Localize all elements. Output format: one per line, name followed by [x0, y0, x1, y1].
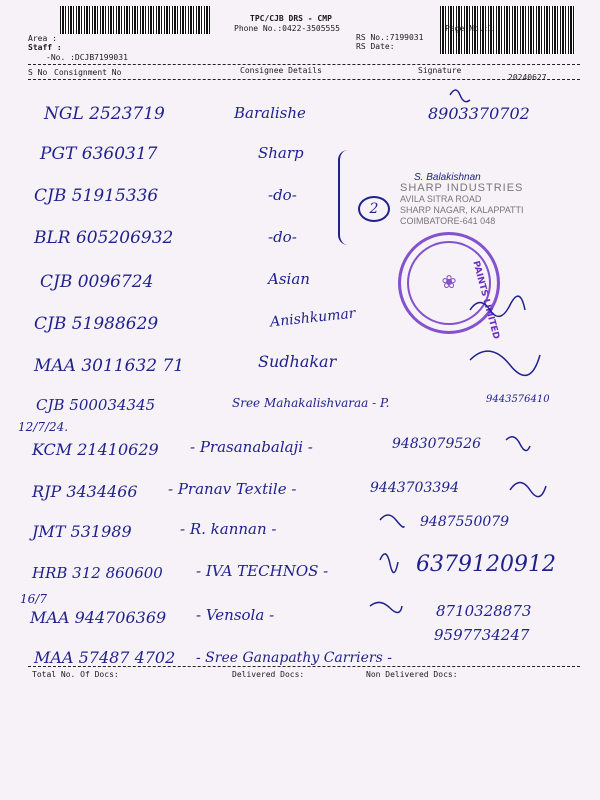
sharp-industries-stamp	[400, 172, 524, 227]
footer-total-docs: Total No. Of Docs:	[32, 670, 119, 679]
barcode-left	[60, 6, 210, 34]
col-signature: Signature	[418, 66, 462, 75]
row-1-phone: 8903370702	[428, 104, 530, 123]
stamp-text: PAINTS LIMITED	[470, 260, 501, 341]
stamp-signee: S. Balakishnan	[414, 172, 481, 183]
signature-row-1	[450, 90, 470, 102]
row-8-phone: 9443576410	[486, 394, 550, 405]
row-14-consignment: MAA 57487 4702	[34, 648, 176, 667]
header-phone: Phone No.:0422-3505555	[234, 24, 340, 33]
footer-delivered-docs: Delivered Docs:	[232, 670, 305, 679]
row-10-consignee: - Pranav Textile -	[168, 480, 297, 498]
row-2-consignee: Sharp	[258, 144, 304, 162]
row-8-consignment: CJB 500034345	[36, 396, 156, 414]
row-4-consignment: BLR 605206932	[34, 228, 174, 248]
header-rs-date: RS Date:	[356, 42, 395, 51]
row-9-consignee: - Prasanabalaji -	[190, 438, 313, 456]
header-rs-no: RS No.:7199031	[356, 33, 424, 42]
stamp-line1: AVILA SITRA ROAD	[400, 194, 482, 204]
row-6-consignment: CJB 51988629	[34, 314, 159, 334]
row-14-consignee: - Sree Ganapathy Carriers -	[196, 650, 392, 666]
row-11-consignee: - R. kannan -	[180, 520, 277, 538]
row-11-phone: 9487550079	[420, 514, 510, 530]
signature-row-7	[470, 351, 540, 375]
stamp-logo: ❀	[441, 272, 457, 293]
row-13-consignee: - Vensola -	[196, 606, 275, 624]
signature-row-9	[506, 437, 530, 451]
row-5-consignee: Asian	[268, 270, 310, 288]
row-4-consignee: -do-	[268, 228, 297, 246]
signature-row-10	[510, 483, 546, 497]
signature-row-12	[380, 554, 398, 573]
row-10-consignment: RJP 3434466	[32, 482, 138, 501]
row-12-consignee: - IVA TECHNOS -	[196, 562, 329, 580]
header-staff: Staff :	[28, 43, 62, 52]
grouping-brace	[338, 150, 360, 245]
row-7-consignee: Sudhakar	[258, 352, 337, 371]
row-6-consignee: Anishkumar	[269, 305, 357, 331]
date-first: 12/7/24.	[18, 420, 69, 434]
stamp-line2: SHARP NAGAR, KALAPPATTI	[400, 205, 524, 215]
col-consignment: Consignment No	[54, 68, 122, 77]
header-title: TPC/CJB DRS - CMP	[250, 14, 332, 23]
header-page: Page No.:1	[445, 24, 494, 33]
row-11-consignment: JMT 531989	[32, 522, 132, 541]
row-13-phone: 8710328873	[436, 602, 532, 620]
row-2-consignment: PGT 6360317	[40, 144, 158, 164]
stamp-line3: COIMBATORE-641 048	[400, 216, 496, 226]
signature-row-13	[370, 602, 402, 612]
row-8-consignee: Sree Mahakalishvaraa - P.	[232, 396, 390, 410]
header-area: Area :	[28, 34, 57, 43]
col-sno: S No	[28, 68, 48, 77]
col-consignee: Consignee Details	[240, 66, 322, 75]
row-1-consignee: Baralishe	[234, 104, 306, 122]
row-9-phone: 9483079526	[392, 436, 482, 452]
row-12-phone: 6379120912	[416, 552, 556, 577]
row-7-consignment: MAA 3011632 71	[34, 356, 185, 376]
footer-rule	[28, 666, 580, 667]
header-rule-bottom	[28, 79, 580, 80]
date-second: 16/7	[20, 592, 47, 606]
header-rule-top	[28, 64, 580, 65]
row-1-consignment: NGL 2523719	[44, 104, 165, 124]
row-5-consignment: CJB 0096724	[40, 272, 154, 292]
footer-non-delivered-docs: Non Delivered Docs:	[366, 670, 458, 679]
row-9-consignment: KCM 21410629	[32, 440, 159, 459]
row-12-consignment: HRB 312 860600	[32, 564, 163, 582]
row-3-consignment: CJB 51915336	[34, 186, 159, 206]
row-10-phone: 9443703394	[370, 480, 460, 496]
stamp-company: SHARP INDUSTRIES	[400, 182, 524, 194]
circled-number: 2	[358, 196, 390, 222]
row-14-phone: 9597734247	[434, 626, 530, 644]
col-date: 20240627	[508, 73, 547, 82]
row-3-consignee: -do-	[268, 186, 297, 204]
row-13-consignment: MAA 944706369	[30, 608, 167, 627]
header-drs-no: -No. :DCJB7199031	[46, 53, 128, 62]
signature-row-11	[380, 515, 404, 527]
